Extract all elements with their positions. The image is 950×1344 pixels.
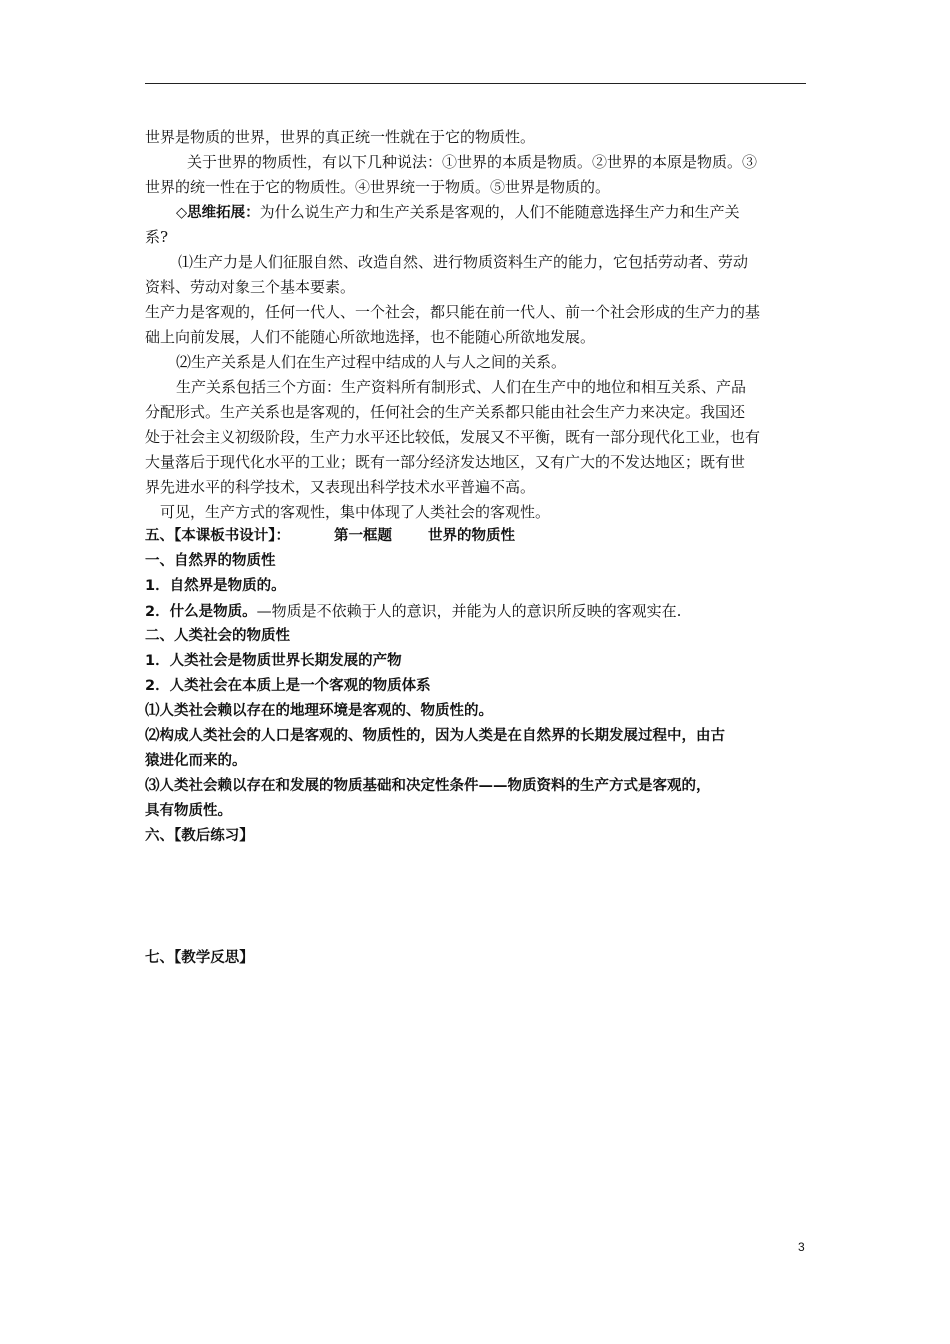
paragraph-line: 分配形式。生产关系也是客观的，任何社会的生产关系都只能由社会生产力来决定。我国还: [145, 403, 746, 421]
board-item: ⑶人类社会赖以存在和发展的物质基础和决定性条件——物质资料的生产方式是客观的，: [145, 778, 711, 794]
paragraph-line: 界先进水平的科学技术，又表现出科学技术水平普遍不高。: [145, 478, 536, 496]
header-rule: [145, 83, 806, 84]
board-item-label: 2．什么是物质。: [145, 604, 257, 620]
paragraph-line: 础上向前发展，人们不能随心所欲地选择，也不能随心所欲地发展。: [145, 328, 596, 346]
board-heading-label: 五、【本课板书设计】：: [145, 528, 290, 544]
paragraph-line: 可见，生产方式的客观性，集中体现了人类社会的客观性。: [160, 503, 551, 521]
board-section-1: 一、自然界的物质性: [145, 553, 276, 569]
thinking-extension-label: ◇思维拓展：: [176, 205, 260, 221]
paragraph-line: 关于世界的物质性，有以下几种说法：①世界的本质是物质。②世界的本原是物质。③: [187, 153, 758, 171]
paragraph-line: 世界的统一性在于它的物质性。④世界统一于物质。⑤世界是物质的。: [145, 178, 611, 196]
board-item: ⑵构成人类社会的人口是客观的、物质性的，因为人类是在自然界的长期发展过程中，由古: [145, 728, 725, 744]
paragraph-line: 处于社会主义初级阶段，生产力水平还比较低，发展又不平衡，既有一部分现代化工业，也有: [145, 428, 761, 446]
practice-heading: 六、【教后练习】: [145, 828, 254, 844]
board-section-2: 二、人类社会的物质性: [145, 628, 290, 644]
paragraph-line: 大量落后于现代化水平的工业；既有一部分经济发达地区，又有广大的不发达地区；既有世: [145, 453, 746, 471]
paragraph-line: ⑵生产关系是人们在生产过程中结成的人与人之间的关系。: [176, 353, 567, 371]
page-number: 3: [798, 1240, 805, 1254]
board-item: 猿进化而来的。: [145, 753, 247, 769]
paragraph-line: 生产关系包括三个方面：生产资料所有制形式、人们在生产中的地位和相互关系、产品: [176, 378, 747, 396]
board-item: 1．人类社会是物质世界长期发展的产物: [145, 653, 402, 669]
paragraph-line: ⑴生产力是人们征服自然、改造自然、进行物质资料生产的能力，它包括劳动者、劳动: [178, 253, 749, 271]
board-item: ⑴人类社会赖以存在的地理环境是客观的、物质性的。: [145, 703, 493, 719]
board-item: 1．自然界是物质的。: [145, 578, 286, 594]
board-subtitle-2: 世界的物质性: [428, 528, 515, 544]
paragraph-line: 世界是物质的世界，世界的真正统一性就在于它的物质性。: [145, 128, 536, 146]
thinking-extension: [176, 201, 740, 224]
board-heading: [145, 525, 515, 547]
paragraph-line: 生产力是客观的，任何一代人、一个社会，都只能在前一代人、前一个社会形成的生产力的基: [145, 303, 761, 321]
board-item: 2．人类社会在本质上是一个客观的物质体系: [145, 678, 431, 694]
paragraph-line: 为什么说生产力和生产关系是客观的，人们不能随意选择生产力和生产关: [259, 203, 740, 221]
reflection-heading: 七、【教学反思】: [145, 950, 254, 966]
board-item: [145, 600, 681, 623]
board-item: 具有物质性。: [145, 803, 232, 819]
paragraph-line: 资料、劳动对象三个基本要素。: [145, 278, 356, 296]
board-subtitle-1: 第一框题: [334, 528, 392, 544]
paragraph-line: 系?: [145, 228, 169, 246]
board-item-text: —物质是不依赖于人的意识，并能为人的意识所反映的客观实在.: [256, 602, 682, 620]
